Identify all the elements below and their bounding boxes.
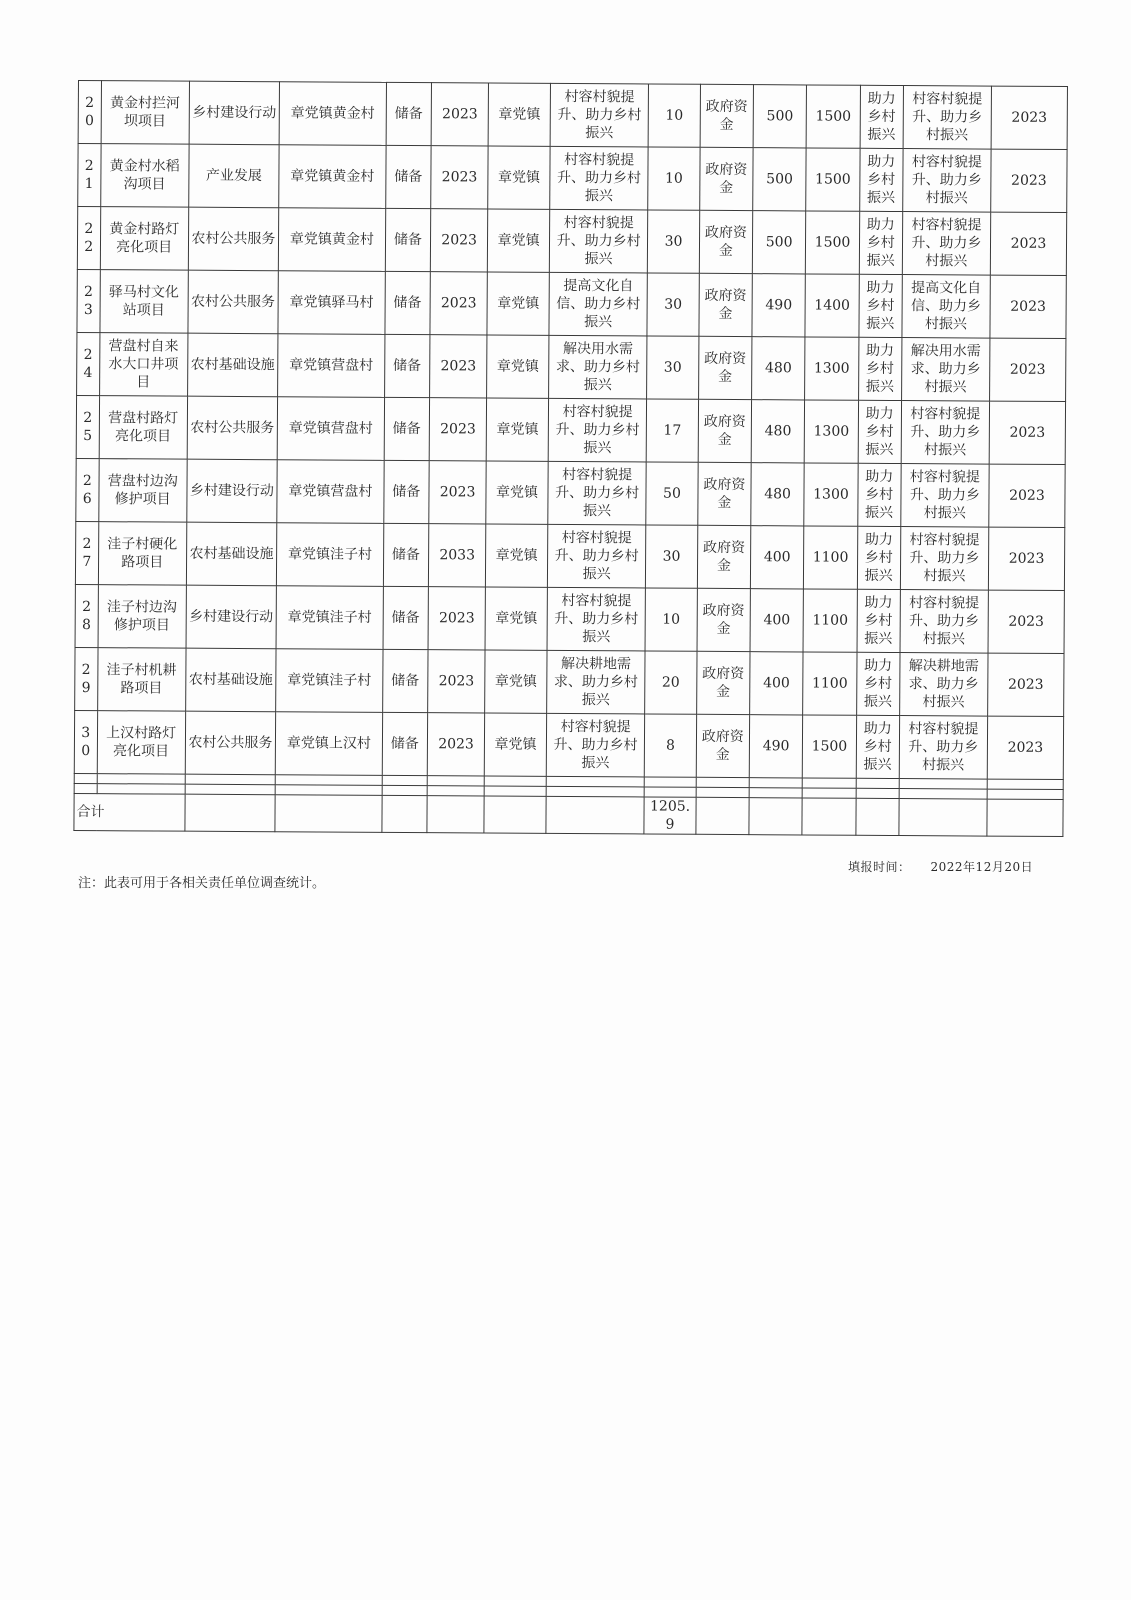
blank-cell xyxy=(382,785,427,795)
cell-effect: 提高文化自信、助力乡村振兴 xyxy=(902,275,991,339)
cell-benefit: 助力乡村振兴 xyxy=(859,274,902,337)
blank-cell xyxy=(803,778,856,788)
cell-benefit: 助力乡村振兴 xyxy=(857,463,900,526)
cell-households: 400 xyxy=(750,589,804,652)
cell-effect: 村容村貌提升、助力乡村振兴 xyxy=(903,86,992,150)
blank-cell xyxy=(74,773,97,783)
cell-name: 黄金村路灯亮化项目 xyxy=(100,207,189,271)
cell-status: 储备 xyxy=(383,586,429,649)
cell-households: 500 xyxy=(752,211,806,274)
cell-year: 2023 xyxy=(427,713,485,776)
cell-funding: 政府资金 xyxy=(699,210,753,273)
cell-households: 480 xyxy=(752,337,806,400)
cell-completion: 2023 xyxy=(989,464,1065,527)
cell-status: 储备 xyxy=(383,523,429,586)
total-empty-cell xyxy=(802,798,856,835)
cell-no: 29 xyxy=(75,647,98,710)
cell-goal: 村容村貌提升、助力乡村振兴 xyxy=(547,587,646,651)
cell-funding: 政府资金 xyxy=(699,273,753,336)
cell-unit: 章党镇 xyxy=(488,146,550,209)
cell-unit: 章党镇 xyxy=(485,650,547,713)
cell-investment: 50 xyxy=(646,462,698,525)
table-row xyxy=(77,332,1066,401)
cell-name: 黄金村拦河坝项目 xyxy=(101,81,190,145)
blank-cell xyxy=(696,777,749,787)
cell-unit: 章党镇 xyxy=(486,524,548,587)
cell-year: 2023 xyxy=(429,398,487,461)
cell-no: 30 xyxy=(74,710,97,773)
cell-year: 2023 xyxy=(429,335,487,398)
cell-status: 储备 xyxy=(385,145,431,208)
cell-goal: 村容村貌提升、助力乡村振兴 xyxy=(550,146,649,210)
blank-cell xyxy=(644,787,695,797)
total-row xyxy=(74,793,1063,836)
cell-unit: 章党镇 xyxy=(486,461,548,524)
cell-funding: 政府资金 xyxy=(700,84,754,147)
cell-investment: 10 xyxy=(648,84,700,147)
table-row xyxy=(76,395,1065,464)
table-row xyxy=(78,81,1067,150)
cell-completion: 2023 xyxy=(987,716,1063,779)
table-row xyxy=(75,584,1064,653)
report-date-label: 填报时间： xyxy=(848,860,911,874)
cell-name: 洼子村硬化路项目 xyxy=(98,522,187,586)
table-row xyxy=(76,458,1065,527)
cell-unit: 章党镇 xyxy=(487,335,549,398)
cell-benefit: 助力乡村振兴 xyxy=(856,715,899,778)
cell-location: 章党镇黄金村 xyxy=(278,208,385,272)
blank-cell xyxy=(74,783,97,793)
table-row xyxy=(77,207,1066,276)
total-empty-cell xyxy=(382,795,427,832)
cell-households: 490 xyxy=(749,715,803,778)
cell-benefit: 助力乡村振兴 xyxy=(857,589,900,652)
cell-no: 20 xyxy=(78,81,101,144)
cell-status: 储备 xyxy=(384,334,430,397)
table-row xyxy=(77,269,1066,338)
blank-cell xyxy=(749,788,802,798)
cell-year: 2023 xyxy=(428,650,486,713)
total-investment: 1205.9 xyxy=(644,797,696,834)
cell-funding: 政府资金 xyxy=(696,651,750,714)
total-empty-cell xyxy=(696,797,750,834)
cell-category: 农村公共服务 xyxy=(185,711,276,775)
cell-location: 章党镇驿马村 xyxy=(278,271,385,335)
cell-population: 1500 xyxy=(806,85,860,148)
cell-category: 农村基础设施 xyxy=(186,522,277,586)
table-body xyxy=(74,81,1068,837)
cell-location: 章党镇营盘村 xyxy=(277,397,384,461)
cell-no: 28 xyxy=(75,584,98,647)
cell-population: 1400 xyxy=(805,274,859,337)
blank-cell xyxy=(185,774,275,785)
cell-effect: 村容村貌提升、助力乡村振兴 xyxy=(902,149,991,213)
blank-cell xyxy=(546,776,645,787)
cell-population: 1300 xyxy=(805,400,859,463)
cell-name: 上汉村路灯亮化项目 xyxy=(97,711,186,775)
cell-population: 1100 xyxy=(804,526,858,589)
blank-cell xyxy=(427,776,484,786)
cell-effect: 解决用水需求、助力乡村振兴 xyxy=(901,338,990,402)
blank-cell xyxy=(899,779,987,790)
cell-population: 1500 xyxy=(806,211,860,274)
cell-name: 营盘村边沟修护项目 xyxy=(98,459,187,523)
cell-name: 洼子村边沟修护项目 xyxy=(98,585,187,649)
blank-cell xyxy=(802,788,855,798)
cell-category: 乡村建设行动 xyxy=(189,81,280,145)
cell-benefit: 助力乡村振兴 xyxy=(857,526,900,589)
cell-population: 1500 xyxy=(806,148,860,211)
cell-effect: 解决耕地需求、助力乡村振兴 xyxy=(899,653,988,717)
blank-cell xyxy=(987,779,1063,789)
cell-goal: 解决耕地需求、助力乡村振兴 xyxy=(547,650,646,714)
total-empty-cell xyxy=(484,796,546,833)
cell-completion: 2023 xyxy=(990,275,1066,338)
cell-status: 储备 xyxy=(382,712,428,775)
cell-completion: 2023 xyxy=(988,653,1064,716)
cell-goal: 村容村貌提升、助力乡村振兴 xyxy=(546,713,645,777)
cell-benefit: 助力乡村振兴 xyxy=(858,400,901,463)
cell-year: 2023 xyxy=(430,209,488,272)
cell-population: 1300 xyxy=(804,463,858,526)
cell-location: 章党镇黄金村 xyxy=(279,82,386,146)
cell-goal: 提高文化自信、助力乡村振兴 xyxy=(549,272,648,336)
cell-funding: 政府资金 xyxy=(698,399,752,462)
cell-effect: 村容村貌提升、助力乡村振兴 xyxy=(901,464,990,528)
blank-cell xyxy=(856,778,899,788)
cell-no: 24 xyxy=(77,332,100,395)
table-row xyxy=(75,521,1064,590)
cell-investment: 8 xyxy=(645,714,697,777)
total-empty-cell xyxy=(899,799,987,837)
cell-funding: 政府资金 xyxy=(696,714,750,777)
cell-category: 产业发展 xyxy=(189,144,280,208)
total-empty-cell xyxy=(427,796,485,833)
cell-unit: 章党镇 xyxy=(487,272,549,335)
cell-no: 22 xyxy=(77,207,100,270)
cell-unit: 章党镇 xyxy=(488,209,550,272)
cell-completion: 2023 xyxy=(988,590,1064,653)
cell-name: 黄金村水稻沟项目 xyxy=(100,144,189,208)
cell-location: 章党镇洼子村 xyxy=(276,523,383,587)
cell-year: 2033 xyxy=(428,524,486,587)
cell-location: 章党镇营盘村 xyxy=(278,334,385,398)
cell-unit: 章党镇 xyxy=(487,398,549,461)
cell-completion: 2023 xyxy=(991,149,1067,212)
cell-households: 490 xyxy=(752,274,806,337)
cell-location: 章党镇黄金村 xyxy=(279,145,386,209)
cell-no: 21 xyxy=(78,144,101,207)
cell-category: 农村公共服务 xyxy=(188,270,279,334)
cell-goal: 村容村貌提升、助力乡村振兴 xyxy=(548,398,647,462)
cell-goal: 村容村貌提升、助力乡村振兴 xyxy=(547,524,646,588)
cell-investment: 17 xyxy=(647,399,699,462)
blank-cell xyxy=(645,777,696,787)
cell-no: 27 xyxy=(75,521,98,584)
cell-investment: 30 xyxy=(646,525,698,588)
cell-benefit: 助力乡村振兴 xyxy=(860,85,903,148)
report-date-value: 2022年12月20日 xyxy=(930,860,1034,874)
cell-location: 章党镇洼子村 xyxy=(276,586,383,650)
cell-year: 2023 xyxy=(430,272,488,335)
cell-year: 2023 xyxy=(431,146,489,209)
cell-population: 1500 xyxy=(803,715,857,778)
cell-completion: 2023 xyxy=(991,86,1067,149)
cell-population: 1300 xyxy=(805,337,859,400)
blank-cell xyxy=(185,784,275,795)
cell-investment: 30 xyxy=(647,273,699,336)
cell-funding: 政府资金 xyxy=(699,147,753,210)
blank-cell xyxy=(382,775,427,785)
cell-investment: 10 xyxy=(645,588,697,651)
cell-no: 25 xyxy=(76,395,99,458)
cell-name: 营盘村自来水大口井项目 xyxy=(99,333,188,397)
cell-goal: 村容村貌提升、助力乡村振兴 xyxy=(548,461,647,525)
total-empty-cell xyxy=(275,795,382,833)
cell-category: 乡村建设行动 xyxy=(186,585,277,649)
cell-goal: 村容村貌提升、助力乡村振兴 xyxy=(550,83,649,147)
cell-category: 乡村建设行动 xyxy=(187,459,278,523)
blank-cell xyxy=(749,778,802,788)
cell-status: 储备 xyxy=(384,460,430,523)
cell-households: 480 xyxy=(751,463,805,526)
blank-cell xyxy=(275,785,382,796)
blank-cell xyxy=(427,786,484,796)
cell-benefit: 助力乡村振兴 xyxy=(859,148,902,211)
cell-completion: 2023 xyxy=(990,212,1066,275)
cell-year: 2023 xyxy=(429,461,487,524)
cell-year: 2023 xyxy=(428,587,486,650)
cell-investment: 30 xyxy=(648,210,700,273)
total-empty-cell xyxy=(546,796,645,834)
cell-population: 1100 xyxy=(803,652,857,715)
cell-goal: 解决用水需求、助力乡村振兴 xyxy=(548,335,647,399)
cell-status: 储备 xyxy=(386,82,432,145)
cell-funding: 政府资金 xyxy=(697,588,751,651)
cell-effect: 村容村貌提升、助力乡村振兴 xyxy=(901,401,990,465)
cell-benefit: 助力乡村振兴 xyxy=(856,652,899,715)
total-label: 合计 xyxy=(74,793,185,831)
cell-unit: 章党镇 xyxy=(488,83,550,146)
cell-funding: 政府资金 xyxy=(697,462,751,525)
cell-households: 480 xyxy=(751,400,805,463)
cell-name: 洼子村机耕路项目 xyxy=(97,648,186,712)
blank-cell xyxy=(484,786,546,796)
blank-cell xyxy=(696,787,749,797)
cell-households: 500 xyxy=(753,85,807,148)
cell-effect: 村容村貌提升、助力乡村振兴 xyxy=(900,527,989,591)
report-date xyxy=(848,858,1033,875)
blank-cell xyxy=(987,789,1063,799)
cell-households: 500 xyxy=(753,148,807,211)
cell-year: 2023 xyxy=(431,83,489,146)
total-empty-cell xyxy=(856,798,899,835)
table-row xyxy=(74,710,1063,779)
cell-category: 农村基础设施 xyxy=(187,333,278,397)
cell-name: 营盘村路灯亮化项目 xyxy=(99,396,188,460)
cell-category: 农村公共服务 xyxy=(188,207,279,271)
cell-location: 章党镇上汉村 xyxy=(275,712,382,776)
table-row xyxy=(78,144,1067,213)
blank-cell xyxy=(546,786,645,797)
cell-benefit: 助力乡村振兴 xyxy=(859,211,902,274)
cell-effect: 村容村貌提升、助力乡村振兴 xyxy=(899,716,988,780)
cell-funding: 政府资金 xyxy=(697,525,751,588)
cell-effect: 村容村貌提升、助力乡村振兴 xyxy=(900,590,989,654)
blank-cell xyxy=(856,788,899,798)
cell-investment: 10 xyxy=(648,147,700,210)
cell-status: 储备 xyxy=(385,208,431,271)
cell-benefit: 助力乡村振兴 xyxy=(858,337,901,400)
cell-no: 26 xyxy=(76,458,99,521)
cell-category: 农村公共服务 xyxy=(187,396,278,460)
footer-note: 注：此表可用于各相关责任单位调查统计。 xyxy=(78,876,326,891)
cell-location: 章党镇营盘村 xyxy=(277,460,384,524)
cell-households: 400 xyxy=(750,652,804,715)
cell-unit: 章党镇 xyxy=(485,713,547,776)
project-table xyxy=(73,80,1068,837)
cell-funding: 政府资金 xyxy=(698,336,752,399)
cell-effect: 村容村貌提升、助力乡村振兴 xyxy=(902,212,991,276)
total-empty-cell xyxy=(987,799,1063,836)
cell-category: 农村基础设施 xyxy=(185,648,276,712)
table-row xyxy=(75,647,1064,716)
cell-completion: 2023 xyxy=(990,338,1066,401)
cell-name: 驿马村文化站项目 xyxy=(100,270,189,334)
cell-investment: 30 xyxy=(647,336,699,399)
blank-cell xyxy=(97,784,185,795)
cell-investment: 20 xyxy=(645,651,697,714)
cell-households: 400 xyxy=(750,526,804,589)
total-empty-cell xyxy=(749,798,803,835)
blank-cell xyxy=(97,774,185,785)
blank-cell xyxy=(485,776,547,786)
cell-goal: 村容村貌提升、助力乡村振兴 xyxy=(549,209,648,273)
cell-completion: 2023 xyxy=(988,527,1064,590)
cell-status: 储备 xyxy=(385,271,431,334)
total-empty-cell xyxy=(185,794,276,832)
blank-cell xyxy=(899,789,987,800)
cell-status: 储备 xyxy=(382,649,428,712)
blank-cell xyxy=(275,775,382,786)
cell-unit: 章党镇 xyxy=(485,587,547,650)
cell-no: 23 xyxy=(77,269,100,332)
cell-population: 1100 xyxy=(803,589,857,652)
cell-location: 章党镇洼子村 xyxy=(276,649,383,713)
cell-status: 储备 xyxy=(384,397,430,460)
cell-completion: 2023 xyxy=(989,401,1065,464)
